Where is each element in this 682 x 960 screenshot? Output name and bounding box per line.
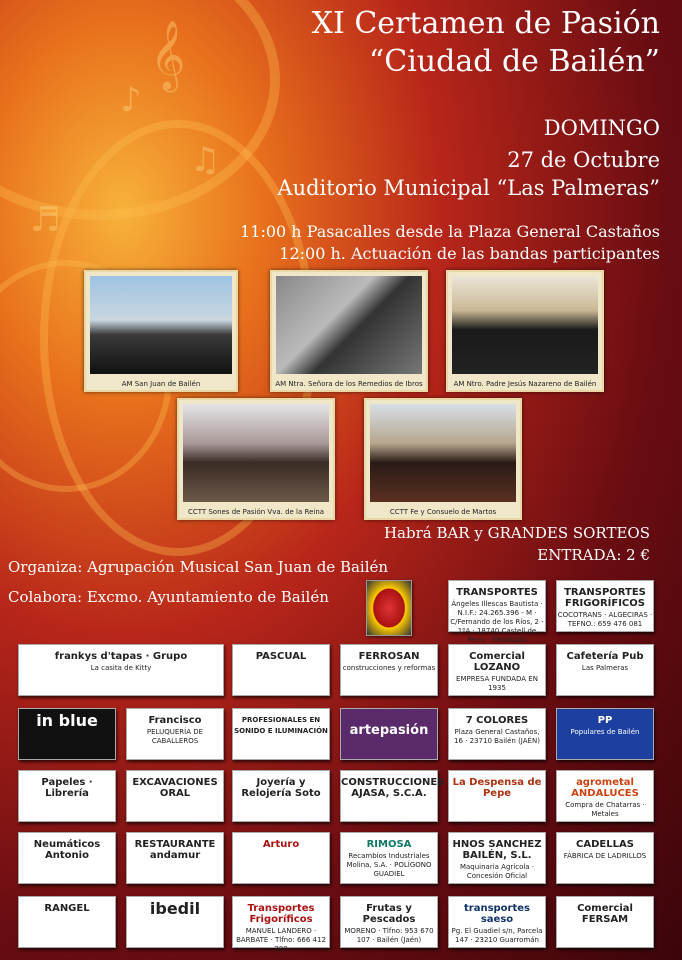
event-venue: Auditorio Municipal “Las Palmeras” bbox=[277, 176, 660, 200]
sponsor-in-blue: in blue bbox=[18, 708, 116, 760]
sponsor-ajasa: CONSTRUCCIONES AJASA, S.C.A. bbox=[340, 770, 438, 822]
sponsor-ferrosan: FERROSAN construcciones y reformas bbox=[340, 644, 438, 696]
sponsor-fersam: Comercial FERSAM bbox=[556, 896, 654, 948]
photo-caption: AM Ntro. Padre Jesús Nazareno de Bailén bbox=[453, 380, 597, 388]
sponsor-arturo: Arturo bbox=[232, 832, 330, 884]
event-day: DOMINGO bbox=[543, 116, 660, 140]
sponsor-cocotrans: TRANSPORTES FRIGORÍFICOS COCOTRANS · ALGECIRAS · TEFNO.: 659 476 081 bbox=[556, 580, 654, 632]
entry-price: ENTRADA: 2 € bbox=[537, 546, 650, 564]
collaborator: Colabora: Excmo. Ayuntamiento de Bailén bbox=[8, 588, 329, 606]
photo-caption: CCTT Fe y Consuelo de Martos bbox=[389, 508, 497, 516]
sponsor-libreria: Papeles · Librería bbox=[18, 770, 116, 822]
band-photo bbox=[177, 398, 335, 520]
schedule-line-2: 12:00 h. Actuación de las bandas participantes bbox=[279, 244, 660, 263]
bar-notice: Habrá BAR y GRANDES SORTEOS bbox=[383, 524, 650, 542]
band-photo bbox=[270, 270, 428, 392]
organizer: Organiza: Agrupación Musical San Juan de Bailén bbox=[8, 558, 389, 576]
schedule-line-1: 11:00 h Pasacalles desde la Plaza General Castaños bbox=[240, 222, 660, 241]
sponsor-francisco: Francisco PELUQUERÍA DE CABALLEROS bbox=[126, 708, 224, 760]
treble-clef-icon: 𝄞 bbox=[150, 20, 186, 90]
sponsor-joyeria-soto: Joyería y Relojería Soto bbox=[232, 770, 330, 822]
music-note-icon: ♬ bbox=[30, 200, 61, 240]
sponsor-pascual: PASCUAL bbox=[232, 644, 330, 696]
music-note-icon: ♫ bbox=[190, 140, 221, 180]
sponsor-pp-bailen: PP Populares de Bailén bbox=[556, 708, 654, 760]
sponsor-hnos-sanchez: HNOS SANCHEZ BAILÉN, S.L. Maquinaria Agrícola · Concesión Oficial bbox=[448, 832, 546, 884]
sponsor-andamur: RESTAURANTE andamur bbox=[126, 832, 224, 884]
sponsor-lozano: Comercial LOZANO EMPRESA FUNDADA EN 1935 bbox=[448, 644, 546, 696]
sponsor-cadellas: CADELLAS FÁBRICA DE LADRILLOS bbox=[556, 832, 654, 884]
sponsor-saeso: transportes saeso Pg. El Guadiel s/n, Parcela 147 · 23210 Guarromán bbox=[448, 896, 546, 948]
sponsor-7-colores: 7 COLORES Plaza General Castaños, 16 · 23710 Bailén (JAÉN) bbox=[448, 708, 546, 760]
sponsor-agrometal: agrometal ANDALUCES Compra de Chatarras · Metales bbox=[556, 770, 654, 822]
sponsor-frankys: frankys d'tapas · Grupo La casita de Kitty bbox=[18, 644, 224, 696]
sponsor-despensa-pepe: La Despensa de Pepe bbox=[448, 770, 546, 822]
photo-caption: CCTT Sones de Pasión Vva. de la Reina bbox=[187, 508, 325, 516]
photo-caption: AM Ntra. Señora de los Remedios de Ibros bbox=[275, 380, 423, 388]
sponsor-sonido-iluminacion: PROFESIONALES EN SONIDO E ILUMINACIÓN bbox=[232, 708, 330, 760]
event-date: 27 de Octubre bbox=[507, 148, 660, 172]
sponsor-rangel: RANGEL bbox=[18, 896, 116, 948]
event-title: XI Certamen de Pasión bbox=[311, 6, 660, 41]
sponsor-excavaciones-oral: EXCAVACIONES ORAL bbox=[126, 770, 224, 822]
sponsor-transportes-illescas: TRANSPORTES Ángeles Illescas Bautista · N.I.F.: 24.265.396 - M · C/Fernando de los Ríos, 2 - 1ºA · 18740 Castell de Ferro - GRANADA bbox=[448, 580, 546, 632]
event-subtitle: “Ciudad de Bailén” bbox=[368, 44, 660, 79]
sponsor-manuel-landero: Transportes Frigoríficos MANUEL LANDERO · BARBATE · Tlfno: 666 412 200 bbox=[232, 896, 330, 948]
sponsor-neumaticos-antonio: Neumáticos Antonio bbox=[18, 832, 116, 884]
band-photo bbox=[446, 270, 604, 392]
band-photo bbox=[364, 398, 522, 520]
music-note-icon: ♪ bbox=[120, 80, 142, 120]
sponsor-artepasion: artepasión bbox=[340, 708, 438, 760]
sponsor-rimosa: RIMOSA Recambios Industriales Molina, S.A. · POLÍGONO GUADIEL bbox=[340, 832, 438, 884]
sponsor-frutas-moreno: Frutas y Pescados MORENO · Tlfno: 953 670 107 · Bailén (Jaén) bbox=[340, 896, 438, 948]
band-photo bbox=[84, 270, 238, 392]
sponsor-las-palmeras: Cafetería Pub Las Palmeras bbox=[556, 644, 654, 696]
town-crest-logo bbox=[366, 580, 412, 636]
photo-caption: AM San Juan de Bailén bbox=[121, 380, 201, 388]
sponsor-ibedil: ibedil bbox=[126, 896, 224, 948]
